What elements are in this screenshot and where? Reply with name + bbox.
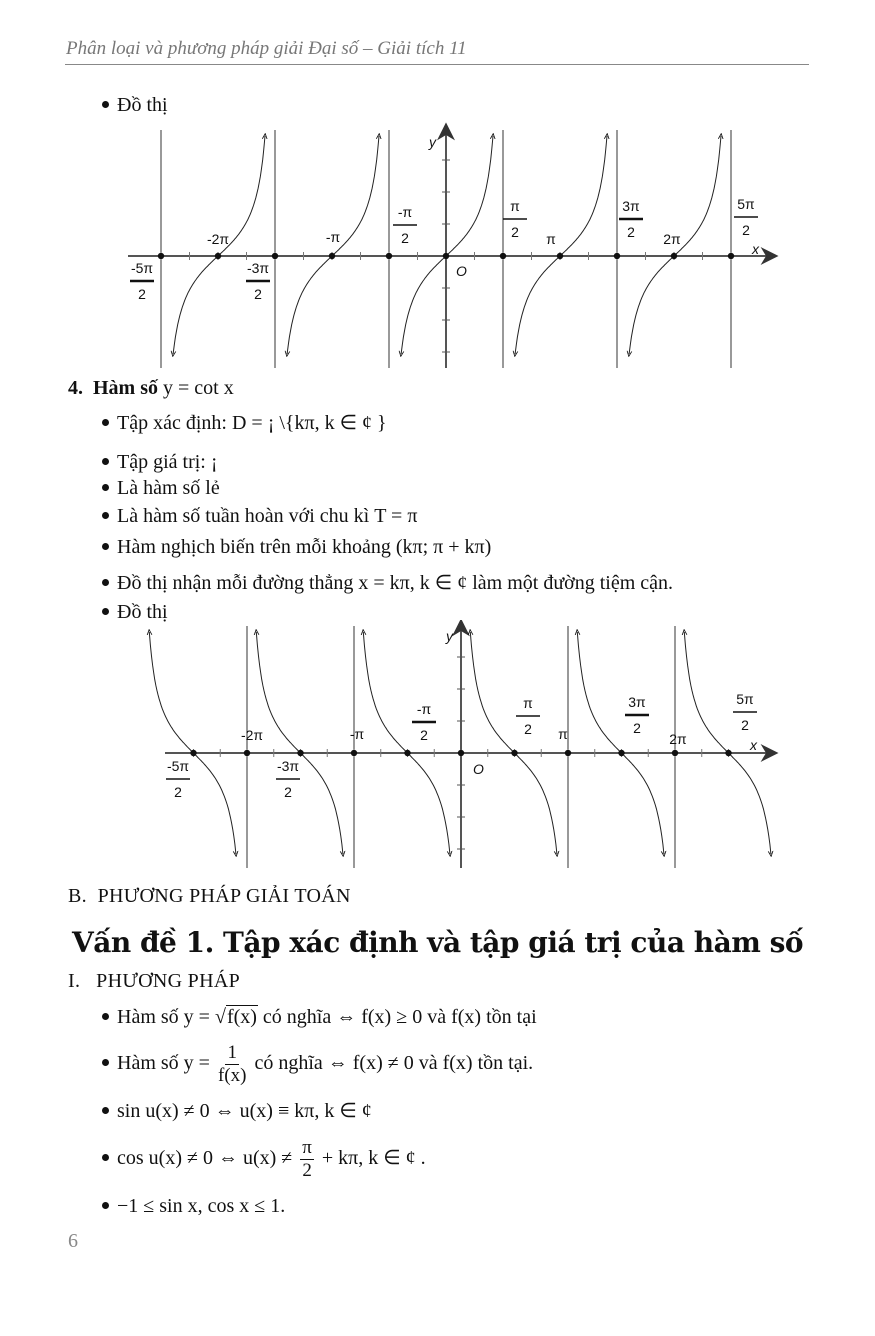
axis-point — [725, 750, 731, 756]
tick-label-denominator: 2 — [284, 784, 292, 800]
tick-label: π — [546, 231, 556, 247]
bullet-icon — [102, 1107, 109, 1114]
tick-label-numerator: -3π — [276, 758, 300, 774]
bullet-icon — [102, 1059, 109, 1066]
formula: f(x) — [451, 1006, 482, 1028]
curve-branch — [577, 632, 664, 854]
tick-label-denominator: 2 — [633, 720, 641, 736]
cot-graph — [0, 620, 875, 875]
heading-number: 4. — [68, 377, 83, 399]
origin-label: O — [473, 761, 484, 777]
tick-label-denominator: 2 — [511, 224, 519, 240]
method-item-cos — [102, 1137, 426, 1182]
method-item-sqrt — [102, 1005, 537, 1029]
denominator: 2 — [302, 1160, 312, 1181]
axis-point — [614, 253, 620, 259]
problem-title: Vấn đề 1. Tập xác định và tập giá trị của hàm số — [71, 926, 804, 959]
tick-label-numerator: 3π — [628, 694, 646, 710]
item-text-after: làm một đường tiệm cận. — [467, 572, 674, 594]
cot-property-item — [102, 535, 491, 559]
section-letter: B. — [68, 885, 87, 907]
formula: y = — [183, 1006, 215, 1028]
text: tồn tại — [481, 1006, 537, 1028]
axis-point — [272, 253, 278, 259]
y-axis-label: y — [446, 628, 453, 644]
curve-branch — [401, 136, 493, 354]
cot-property-item — [102, 411, 387, 435]
curve-branch — [149, 632, 236, 854]
item-formula: D = ¡ \{kπ, k ∈ ¢ } — [231, 412, 387, 434]
heading-text: Hàm số — [93, 377, 158, 399]
text: Hàm số — [117, 1006, 184, 1028]
cot-property-item — [102, 571, 673, 595]
axis-point — [215, 253, 221, 259]
y-axis-label: y — [429, 134, 436, 150]
numerator: 1 — [227, 1042, 237, 1063]
item-text: Tập giá trị: — [117, 451, 211, 473]
method-item-sin — [102, 1099, 372, 1123]
tick-label: 2π — [663, 231, 681, 247]
tick-label: -π — [325, 229, 341, 245]
tick-label-denominator: 2 — [742, 222, 750, 238]
numerator: π — [302, 1137, 312, 1158]
tick-label-numerator: π — [523, 695, 533, 711]
x-axis-label: x — [750, 737, 757, 753]
item-text: Là hàm số lẻ — [117, 477, 220, 499]
bullet-icon — [102, 1013, 109, 1020]
cot-property-item — [102, 450, 218, 474]
tick-label: π — [558, 726, 568, 742]
cot-property-item — [102, 504, 417, 528]
item-text: Đồ thị — [117, 601, 168, 623]
tick-label-denominator: 2 — [174, 784, 182, 800]
curve-branch — [256, 632, 343, 854]
fraction — [300, 1137, 314, 1182]
axis-point — [672, 750, 678, 756]
axis-point — [158, 253, 164, 259]
sqrt-radicand: f(x) — [226, 1006, 257, 1028]
tick-label-denominator: 2 — [254, 286, 262, 302]
tick-label-numerator: -5π — [130, 260, 154, 276]
tan-graph — [0, 120, 875, 375]
tick-label-numerator: -π — [416, 701, 432, 717]
formula: y = — [183, 1052, 215, 1075]
axis-point — [329, 253, 335, 259]
method-item-fraction — [102, 1042, 533, 1087]
tick-label: -π — [349, 726, 365, 742]
curve-branch — [684, 632, 771, 854]
running-header: Phân loại và phương pháp giải Đại số – Giải tích 11 — [66, 38, 467, 59]
tick-label-numerator: -5π — [166, 758, 190, 774]
formula: f(x) — [442, 1052, 473, 1075]
text: Hàm số — [117, 1052, 184, 1075]
tick-label-denominator: 2 — [524, 721, 532, 737]
tick-label-numerator: 3π — [622, 198, 640, 214]
text: có nghĩa — [249, 1052, 328, 1075]
tick-label: 2π — [669, 731, 687, 747]
text: và — [422, 1006, 452, 1028]
curve-branch — [287, 136, 379, 354]
cot-heading — [68, 377, 234, 400]
item-text: Tập xác định: — [117, 412, 232, 434]
axis-point — [297, 750, 303, 756]
section-b-heading — [68, 885, 351, 908]
bullet-icon — [102, 579, 109, 586]
bullet-icon — [102, 543, 109, 550]
formula: + kπ, k ∈ ¢ — [316, 1147, 416, 1170]
axis-point — [728, 253, 734, 259]
text: có nghĩa — [257, 1006, 337, 1028]
bullet-text: Đồ thị — [117, 94, 168, 116]
tick-label-denominator: 2 — [420, 727, 428, 743]
denominator: f(x) — [217, 1065, 247, 1086]
tick-label-denominator: 2 — [138, 286, 146, 302]
method-title: PHƯƠNG PHÁP — [96, 970, 241, 992]
text: và — [413, 1052, 443, 1075]
item-formula: ¡ — [210, 451, 218, 473]
section-title: PHƯƠNG PHÁP GIẢI TOÁN — [97, 885, 351, 907]
text: tồn tại. — [472, 1052, 534, 1075]
page-number: 6 — [68, 1230, 78, 1252]
axis-point — [244, 750, 250, 756]
heading-formula: y = cot x — [163, 377, 234, 399]
formula: ⇔ f(x) ≠ 0 — [327, 1052, 414, 1075]
tick-label-denominator: 2 — [741, 717, 749, 733]
axis-point — [443, 253, 449, 259]
bullet-icon — [102, 608, 109, 615]
tick-label-numerator: 5π — [736, 691, 754, 707]
item-formula: (kπ; π + kπ) — [395, 536, 492, 558]
cot-property-item — [102, 476, 220, 500]
header-divider — [65, 64, 809, 65]
item-text: Là hàm số tuần hoàn với chu kì — [117, 505, 375, 527]
axis-point — [618, 750, 624, 756]
item-formula: T = π — [374, 505, 418, 527]
axis-point — [386, 253, 392, 259]
bullet-icon — [102, 484, 109, 491]
axis-point — [511, 750, 517, 756]
x-axis-label: x — [752, 241, 759, 257]
bullet-icon — [102, 1202, 109, 1209]
fraction — [218, 1042, 246, 1087]
sqrt-symbol: √ — [214, 1006, 226, 1028]
axis-point — [404, 750, 410, 756]
bullet-icon — [102, 512, 109, 519]
tick-label: -2π — [206, 231, 230, 247]
method-number: I. — [68, 970, 81, 992]
bullet-icon — [102, 101, 109, 108]
axis-point — [500, 253, 506, 259]
item-text: Hàm nghịch biến trên mỗi khoảng — [117, 536, 396, 558]
tick-label-numerator: 5π — [737, 196, 755, 212]
formula: −1 ≤ sin x, cos x ≤ 1. — [117, 1195, 286, 1217]
tick-label-denominator: 2 — [401, 230, 409, 246]
axis-point — [557, 253, 563, 259]
tan-graph-bullet — [102, 93, 168, 117]
curve-branch — [470, 632, 557, 854]
formula: cos u(x) ≠ 0 ⇔ u(x) ≠ — [117, 1147, 298, 1170]
tick-label: -2π — [240, 727, 264, 743]
tick-label-numerator: -3π — [246, 260, 270, 276]
bullet-icon — [102, 458, 109, 465]
tick-label-denominator: 2 — [627, 224, 635, 240]
text: . — [415, 1147, 426, 1170]
axis-point — [190, 750, 196, 756]
bullet-icon — [102, 419, 109, 426]
formula: ⇔ f(x) ≥ 0 — [336, 1006, 423, 1028]
axis-point — [671, 253, 677, 259]
method-item-bounds — [102, 1194, 285, 1218]
formula: sin u(x) ≠ 0 ⇔ u(x) ≡ kπ, k ∈ ¢ — [117, 1100, 372, 1122]
item-text: Đồ thị nhận mỗi đường thẳng — [117, 572, 359, 594]
curve-branch — [515, 136, 607, 354]
axis-point — [565, 750, 571, 756]
curve-branch — [363, 632, 450, 854]
tick-label-numerator: π — [510, 198, 520, 214]
tick-label-numerator: -π — [397, 204, 413, 220]
item-formula: x = kπ, k ∈ ¢ — [358, 572, 468, 594]
method-heading — [68, 970, 240, 993]
origin-label: O — [456, 263, 467, 279]
axis-point — [458, 750, 464, 756]
axis-point — [351, 750, 357, 756]
bullet-icon — [102, 1154, 109, 1161]
